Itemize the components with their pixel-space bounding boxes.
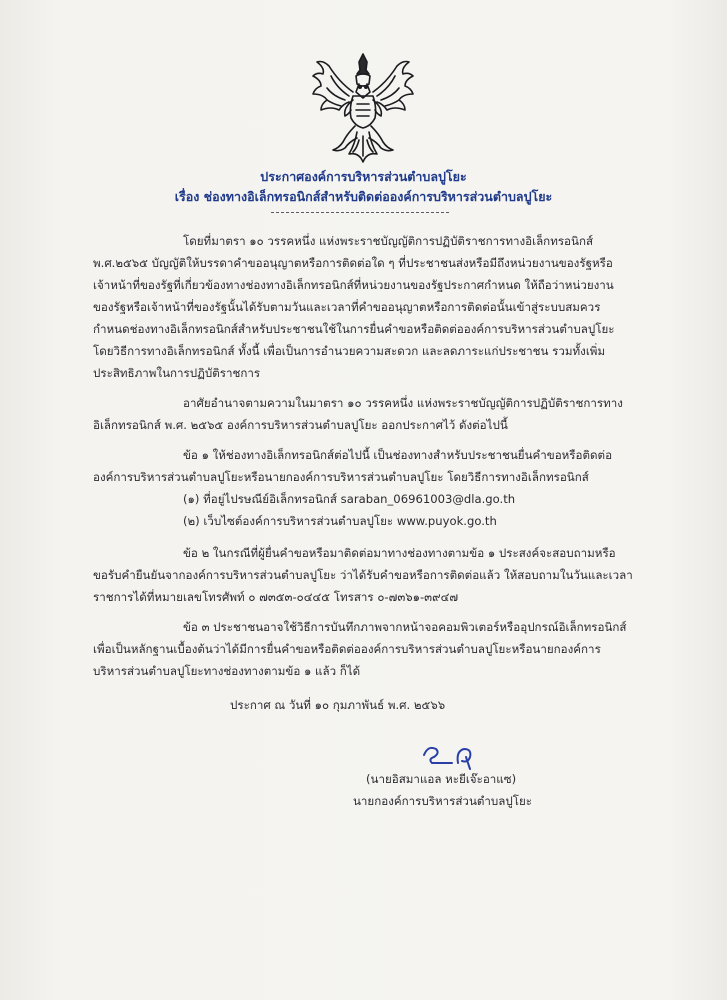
announcement-title: ประกาศองค์การบริหารส่วนตำบลปูโยะ	[260, 169, 467, 184]
clause-3-line: บริหารส่วนตำบลปูโยะทางช่องทางตามข้อ ๑ แล้ว ก็ได้	[93, 664, 361, 678]
website-channel: (๒) เว็บไซต์องค์การบริหารส่วนตำบลปูโยะ www.puyok.go.th	[183, 514, 497, 528]
announcement-subject: เรื่อง ช่องทางอิเล็กทรอนิกส์สำหรับติดต่อองค์การบริหารส่วนตำบลปูโยะ	[174, 189, 553, 204]
paragraph-line: พ.ศ.๒๕๖๕ บัญญัติให้บรรดาคำขออนุญาตหรือการติดต่อใด ๆ ที่ประชาชนส่งหรือมีถึงหน่วยงานของรัฐหรือ	[93, 256, 613, 270]
clause-1-line: ข้อ ๑ ให้ช่องทางอิเล็กทรอนิกส์ต่อไปนี้ เป็นช่องทางสำหรับประชาชนยื่นคำขอหรือติดต่อ	[183, 448, 613, 462]
paragraph-line: อาศัยอำนาจตามความในมาตรา ๑๐ วรรคหนึ่ง แห่งพระราชบัญญัติการปฏิบัติราชการทาง	[183, 396, 623, 410]
paragraph-line: โดยที่มาตรา ๑๐ วรรคหนึ่ง แห่งพระราชบัญญัติการปฏิบัติราชการทางอิเล็กทรอนิกส์	[183, 234, 594, 248]
signer-name: (นายอิสมาแอล หะยีเจ๊ะอาแซ)	[366, 772, 517, 786]
clause-3-line: เพื่อเป็นหลักฐานเบื้องต้นว่าได้มีการยื่นคำขอหรือติดต่อองค์การบริหารส่วนตำบลปูโยะหรือนายกองค์การ	[93, 642, 601, 656]
announcement-date: ประกาศ ณ วันที่ ๑๐ กุมภาพันธ์ พ.ศ. ๒๕๖๖	[230, 698, 446, 712]
garuda-emblem-icon	[309, 52, 417, 164]
email-channel: (๑) ที่อยู่ไปรษณีย์อิเล็กทรอนิกส์ saraban_06961003@dla.go.th	[183, 492, 516, 506]
paragraph-line: เจ้าหน้าที่ของรัฐที่เกี่ยวข้องทางช่องทางอิเล็กทรอนิกส์ที่หน่วยงานของรัฐประกาศกำหนด ให้ถือว่าหน่วยงาน	[93, 278, 614, 292]
clause-2-line: ข้อ ๒ ในกรณีที่ผู้ยื่นคำขอหรือมาติดต่อมาทางช่องทางตามข้อ ๑ ประสงค์จะสอบถามหรือ	[183, 546, 616, 560]
clause-2-line: ขอรับคำยืนยันจากองค์การบริหารส่วนตำบลปูโยะ ว่าได้รับคำขอหรือการติดต่อแล้ว ให้สอบถามในวันและเวลา	[93, 568, 633, 582]
signature-mark	[418, 741, 486, 771]
clause-3-line: ข้อ ๓ ประชาชนอาจใช้วิธีการบันทึกภาพจากหน้าจอคอมพิวเตอร์หรืออุปกรณ์อิเล็กทรอนิกส์	[183, 620, 627, 634]
clause-1-line: องค์การบริหารส่วนตำบลปูโยะหรือนายกองค์การบริหารส่วนตำบลปูโยะ โดยวิธีการทางอิเล็กทรอนิกส์	[93, 470, 589, 484]
paragraph-line: โดยวิธีการทางอิเล็กทรอนิกส์ ทั้งนี้ เพื่อเป็นการอำนวยความสะดวก และลดภาระแก่ประชาชน รวมทั้งเพิ่ม	[93, 344, 606, 358]
clause-2-line: ราชการได้ที่หมายเลขโทรศัพท์ ๐ ๗๓๕๓-๐๔๔๕ โทรสาร ๐-๗๓๖๑-๓๙๔๗	[93, 590, 459, 604]
paragraph-line: อิเล็กทรอนิกส์ พ.ศ. ๒๕๖๕ องค์การบริหารส่วนตำบลปูโยะ ออกประกาศไว้ ดังต่อไปนี้	[93, 418, 508, 432]
paragraph-line: ของรัฐหรือเจ้าหน้าที่ของรัฐนั้นได้รับตามวันและเวลาที่คำขออนุญาตหรือการติดต่อนั้นเข้าสู่ระบบสมควร	[93, 300, 601, 314]
paragraph-line: กำหนดช่องทางอิเล็กทรอนิกส์สำหรับประชาชนใช้ในการยื่นคำขอหรือติดต่อองค์การบริหารส่วนตำบลปูโยะ	[93, 322, 615, 336]
divider	[271, 212, 449, 213]
paragraph-line: ประสิทธิภาพในการปฏิบัติราชการ	[93, 366, 261, 380]
signer-position: นายกองค์การบริหารส่วนตำบลปูโยะ	[353, 794, 532, 808]
